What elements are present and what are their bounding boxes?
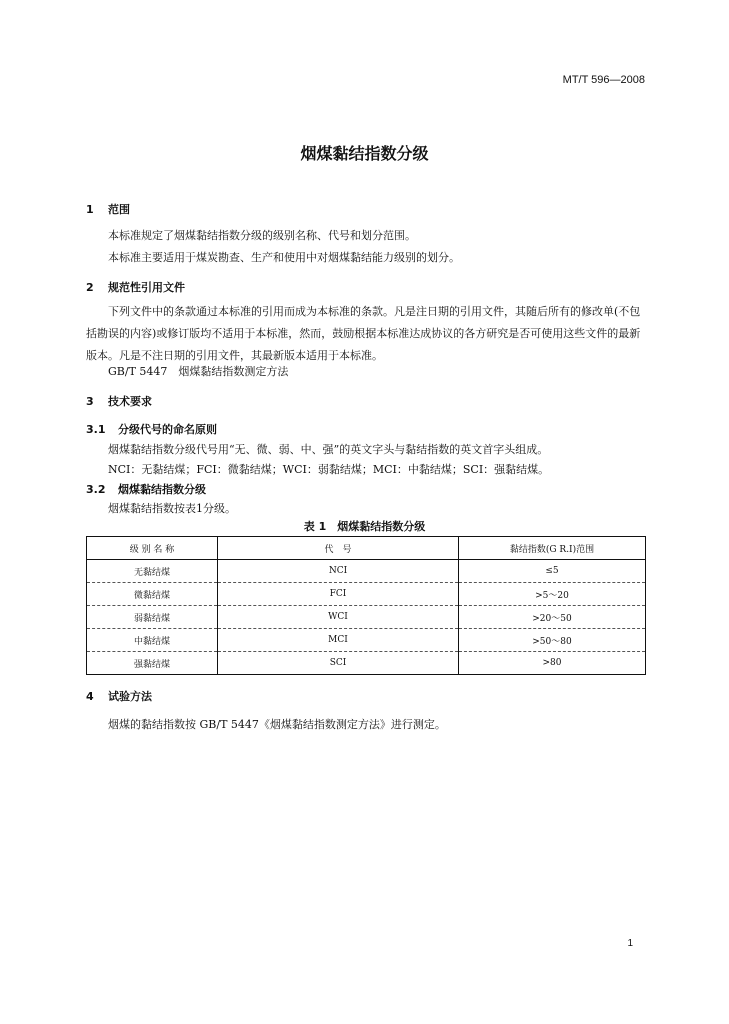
table-row: [87, 629, 646, 652]
section-3-1-heading: [86, 421, 217, 437]
table-cell-code: WCI: [218, 606, 459, 629]
grade-table: [86, 536, 646, 675]
section-2-title: 规范性引用文件: [108, 281, 185, 294]
section-3-2-para-1: 烟煤黏结指数按表1分级。: [108, 502, 236, 515]
table-cell-grade: 中黏结煤: [87, 629, 218, 652]
table-cell-range: >20～50: [459, 606, 646, 629]
standard-code: MT/T 596—2008: [562, 74, 645, 86]
table-cell-range: >80: [459, 652, 646, 675]
section-1-para-2: 本标准主要适用于煤炭勘查、生产和使用中对烟煤黏结能力级别的划分。: [108, 251, 460, 264]
section-2-ref: GB/T 5447 烟煤黏结指数测定方法: [108, 365, 289, 378]
section-3-1-para-2: NCI：无黏结煤；FCI：微黏结煤；WCI：弱黏结煤；MCI：中黏结煤；SCI：强黏结煤。: [108, 463, 550, 476]
section-3-2-number: 3.2: [86, 483, 106, 496]
document-title: 烟煤黏结指数分级: [300, 144, 429, 163]
table-cell-code: NCI: [218, 560, 459, 583]
table-cell-grade: 弱黏结煤: [87, 606, 218, 629]
table-cell-range: >50～80: [459, 629, 646, 652]
table-cell-range: >5～20: [459, 583, 646, 606]
table-cell-grade: 强黏结煤: [87, 652, 218, 675]
section-4-number: 4: [86, 690, 94, 703]
section-3-1-number: 3.1: [86, 423, 106, 436]
section-4-para-1: 烟煤的黏结指数按 GB/T 5447《烟煤黏结指数测定方法》进行测定。: [108, 718, 446, 731]
table-row: [87, 583, 646, 606]
table-cell-code: FCI: [218, 583, 459, 606]
table-cell-grade: 无黏结煤: [87, 560, 218, 583]
page-number: 1: [627, 938, 633, 949]
section-2-number: 2: [86, 281, 94, 294]
section-1-number: 1: [86, 203, 94, 216]
section-3-2-heading: [86, 481, 206, 497]
table-cell-code: SCI: [218, 652, 459, 675]
section-3-1-title: 分级代号的命名原则: [118, 423, 217, 436]
section-3-title: 技术要求: [108, 395, 152, 408]
table-cell-code: MCI: [218, 629, 459, 652]
table-header-grade: 级 别 名 称: [87, 537, 218, 560]
table-header-range: 黏结指数(G R.I)范围: [459, 537, 646, 560]
table-row: [87, 652, 646, 675]
section-4-title: 试验方法: [108, 690, 152, 703]
table-row: [87, 606, 646, 629]
table-row: [87, 560, 646, 583]
section-2-heading: [86, 279, 185, 295]
section-1-heading: [86, 201, 130, 217]
section-1-title: 范围: [108, 203, 130, 216]
section-2-para-1: 下列文件中的条款通过本标准的引用而成为本标准的条款。凡是注日期的引用文件，其随后所有的修改单(不包括勘误的内容)或修订版均不适用于本标准，然而，鼓励根据本标准达成协议的各方研究是否可使用这些文件的最新版本。凡是不注日期的引用文件，其最新版本适用于本标准。: [86, 305, 641, 362]
section-3-1-para-1: 烟煤黏结指数分级代号用“无、微、弱、中、强”的英文字头与黏结指数的英文首字头组成。: [108, 443, 549, 456]
section-3-2-title: 烟煤黏结指数分级: [118, 483, 206, 496]
table-cell-range: ≤5: [459, 560, 646, 583]
section-3-number: 3: [86, 395, 94, 408]
section-1-para-1: 本标准规定了烟煤黏结指数分级的级别名称、代号和划分范围。: [108, 229, 416, 242]
table-cell-grade: 微黏结煤: [87, 583, 218, 606]
table-header-code: 代 号: [218, 537, 459, 560]
table-caption: 表 1 烟煤黏结指数分级: [303, 520, 426, 533]
section-3-heading: [86, 393, 152, 409]
table-header-row: [87, 537, 646, 560]
section-4-heading: [86, 688, 152, 704]
